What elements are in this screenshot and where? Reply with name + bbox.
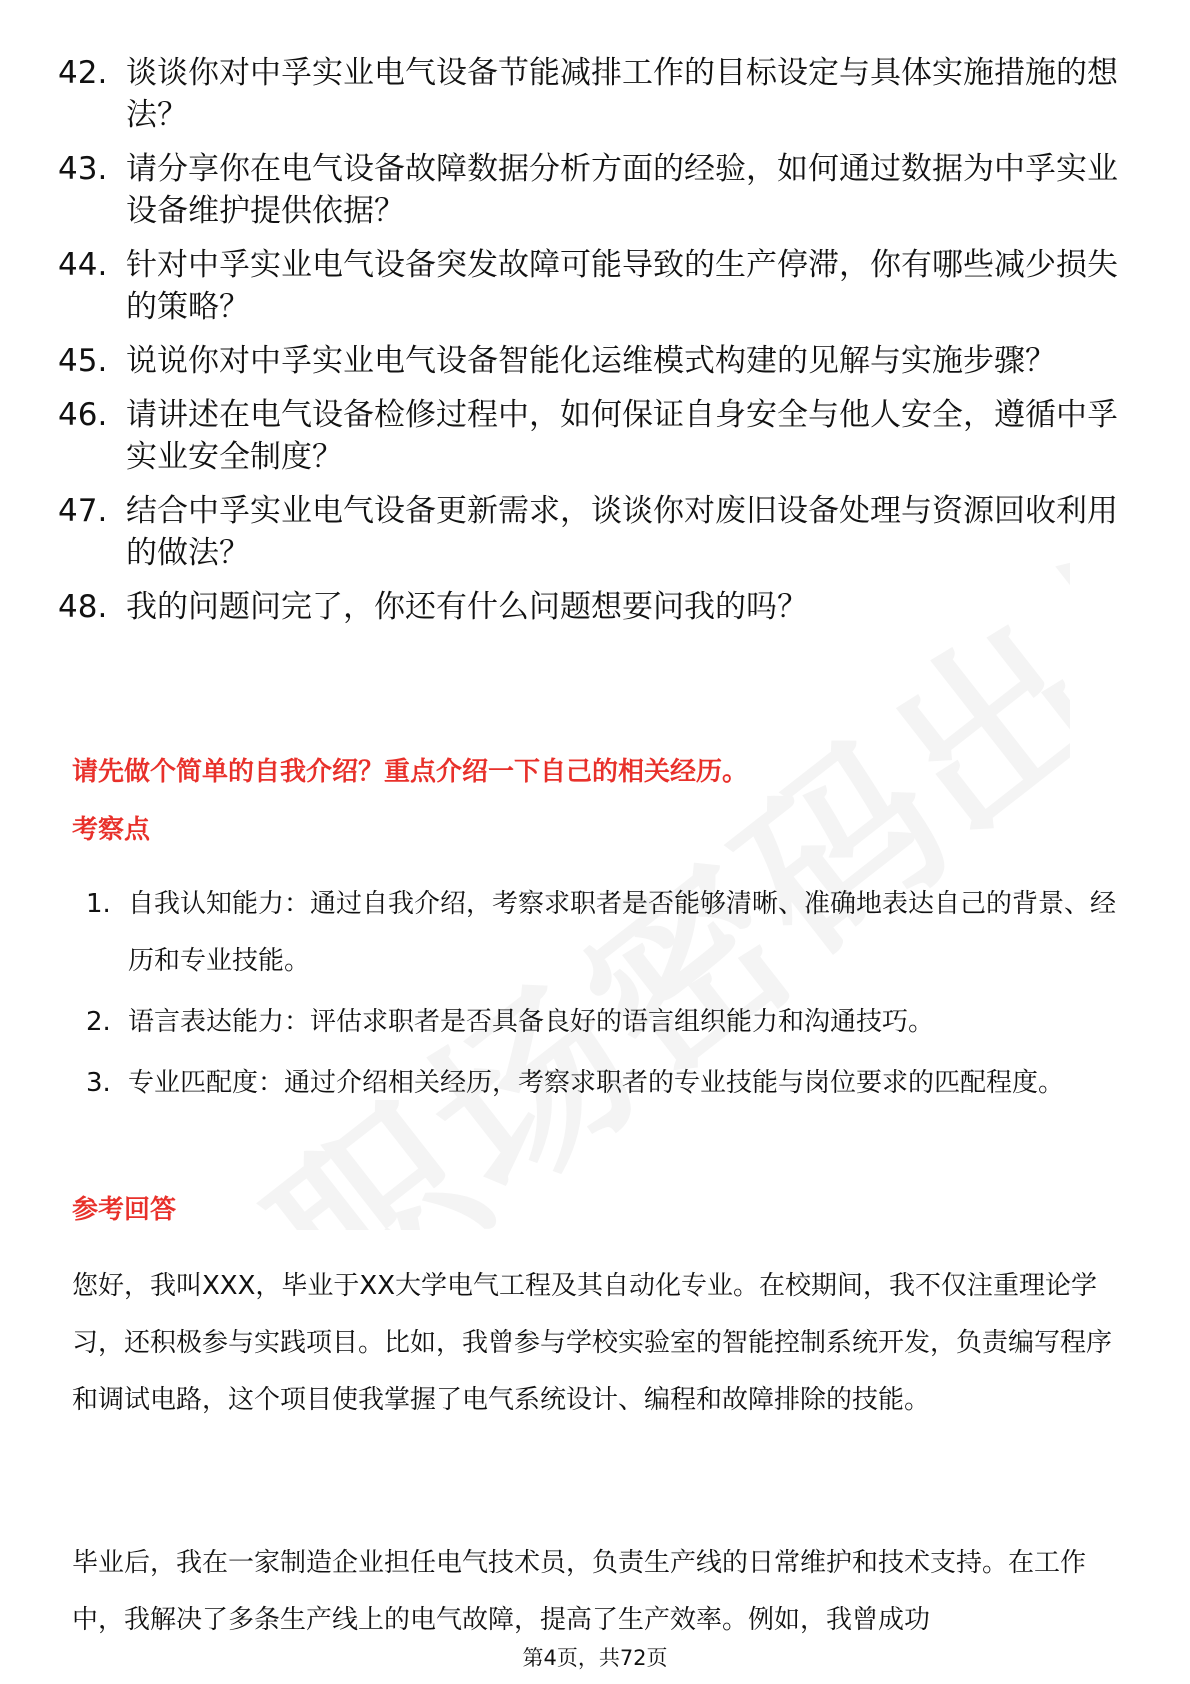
question-number: 42. bbox=[58, 55, 108, 91]
point-text: 语言表达能力：评估求职者是否具备良好的语言组织能力和沟通技巧。 bbox=[128, 1007, 935, 1037]
page-footer: 第4页，共72页 bbox=[522, 1646, 668, 1670]
featured-question-heading: 请先做个简单的自我介绍？重点介绍一下自己的相关经历。 bbox=[72, 757, 749, 787]
question-number: 47. bbox=[58, 493, 108, 529]
answer-label: 参考回答 bbox=[72, 1195, 177, 1225]
point-number: 2. bbox=[86, 1007, 111, 1037]
answer-paragraph: 您好，我叫XXX，毕业于XX大学电气工程及其自动化专业。在校期间，我不仅注重理论学习，还积极参与实践项目。比如，我曾参与学校实验室的智能控制系统开发，负责编写程序和调试电路，这个项目使我掌握了电气系统设计、编程和故障排除的技能。 bbox=[72, 1271, 1113, 1415]
assessment-label: 考察点 bbox=[72, 815, 151, 845]
point-number: 3. bbox=[86, 1068, 111, 1098]
question-item bbox=[58, 490, 1133, 574]
assessment-point-list bbox=[86, 876, 1126, 1116]
question-text: 说说你对中孚实业电气设备智能化运维模式构建的见解与实施步骤？ bbox=[126, 343, 1056, 379]
assessment-point bbox=[86, 1055, 1126, 1112]
question-text: 请分享你在电气设备故障数据分析方面的经验，如何通过数据为中孚实业设备维护提供依据？ bbox=[126, 151, 1118, 229]
question-number: 46. bbox=[58, 397, 108, 433]
question-number: 45. bbox=[58, 343, 108, 379]
question-text: 结合中孚实业电气设备更新需求，谈谈你对废旧设备处理与资源回收利用的做法？ bbox=[126, 493, 1118, 571]
question-text: 谈谈你对中孚实业电气设备节能减排工作的目标设定与具体实施措施的想法？ bbox=[126, 55, 1118, 133]
question-number: 48. bbox=[58, 589, 108, 625]
assessment-point bbox=[86, 994, 1126, 1051]
answer-paragraph: 毕业后，我在一家制造企业担任电气技术员，负责生产线的日常维护和技术支持。在工作中，我解决了多条生产线上的电气故障，提高了生产效率。例如，我曾成功 bbox=[72, 1548, 1087, 1635]
question-item bbox=[58, 148, 1133, 232]
question-item bbox=[58, 340, 1133, 382]
point-number: 1. bbox=[86, 889, 111, 919]
question-item bbox=[58, 52, 1133, 136]
question-list bbox=[58, 52, 1133, 640]
question-item bbox=[58, 244, 1133, 328]
point-text: 专业匹配度：通过介绍相关经历，考察求职者的专业技能与岗位要求的匹配程度。 bbox=[128, 1068, 1065, 1098]
question-number: 44. bbox=[58, 247, 108, 283]
question-item bbox=[58, 394, 1133, 478]
question-text: 针对中孚实业电气设备突发故障可能导致的生产停滞，你有哪些减少损失的策略？ bbox=[126, 247, 1118, 325]
question-item bbox=[58, 586, 1133, 628]
question-number: 43. bbox=[58, 151, 108, 187]
point-text: 自我认知能力：通过自我介绍，考察求职者是否能够清晰、准确地表达自己的背景、经历和专业技能。 bbox=[128, 889, 1117, 976]
assessment-point bbox=[86, 876, 1126, 990]
question-text: 请讲述在电气设备检修过程中，如何保证自身安全与他人安全，遵循中孚实业安全制度？ bbox=[126, 397, 1118, 475]
question-text: 我的问题问完了，你还有什么问题想要问我的吗？ bbox=[126, 589, 808, 625]
